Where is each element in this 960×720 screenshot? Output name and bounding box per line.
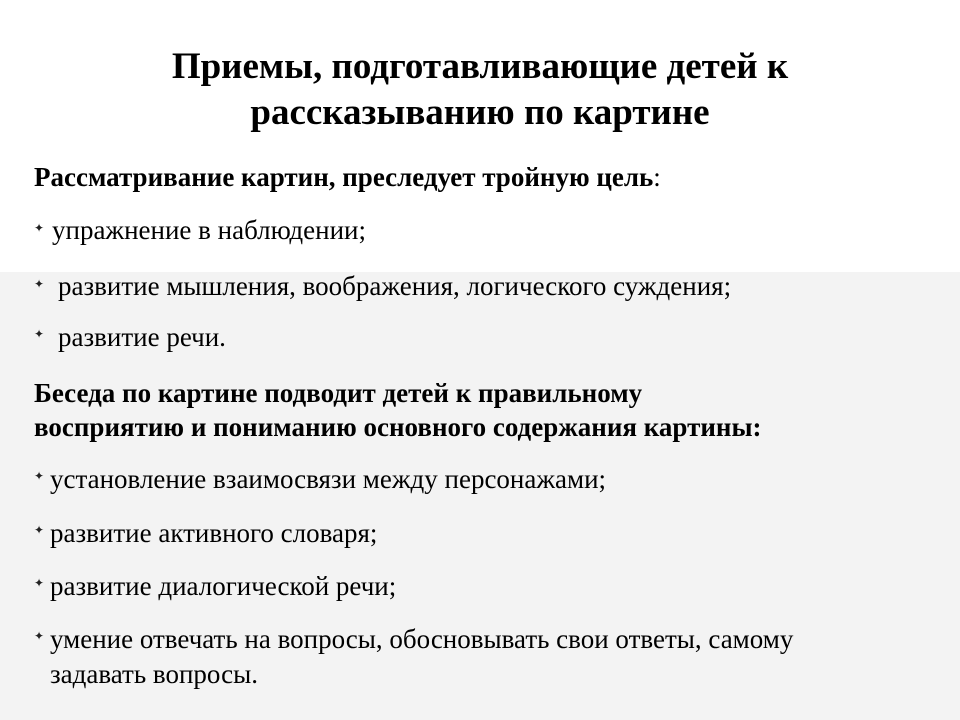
four-point-star-icon: ✦ (34, 629, 45, 643)
section-1-item-2: развитие мышления, воображения, логического суждения; (58, 271, 732, 301)
four-point-star-icon: ✦ (34, 221, 45, 235)
section-2-heading (34, 376, 762, 444)
section-1-heading (34, 160, 661, 194)
slide-title-line-1: Приемы, подготавливающие детей к (171, 46, 789, 87)
section-1-heading-text: Рассматривание картин, преследует тройную цель (34, 162, 654, 192)
section-2-item-4-line-1: умение отвечать на вопросы, обосновывать свои ответы, самому (50, 624, 794, 654)
section-2-heading-line-2: восприятию и пониманию основного содержания картины: (34, 412, 762, 442)
section-1-item-3: развитие речи. (58, 322, 226, 352)
slide-title-line-2: рассказыванию по картине (250, 92, 710, 133)
four-point-star-icon: ✦ (34, 469, 45, 483)
section-2-item-2: развитие активного словаря; (50, 518, 378, 548)
four-point-star-icon: ✦ (34, 523, 45, 537)
slide-title (60, 44, 900, 136)
four-point-star-icon: ✦ (34, 277, 45, 291)
four-point-star-icon: ✦ (34, 327, 45, 341)
section-2-item-4-line-2: задавать вопросы. (50, 659, 258, 689)
section-2-heading-line-1: Беседа по картине подводит детей к правильному (34, 378, 643, 408)
section-1-heading-colon: : (653, 162, 661, 192)
section-2-item-1: установление взаимосвязи между персонажами; (50, 464, 607, 494)
four-point-star-icon: ✦ (34, 576, 45, 590)
section-2-item-3: развитие диалогической речи; (50, 571, 397, 601)
section-1-item-1: упражнение в наблюдении; (52, 215, 366, 245)
